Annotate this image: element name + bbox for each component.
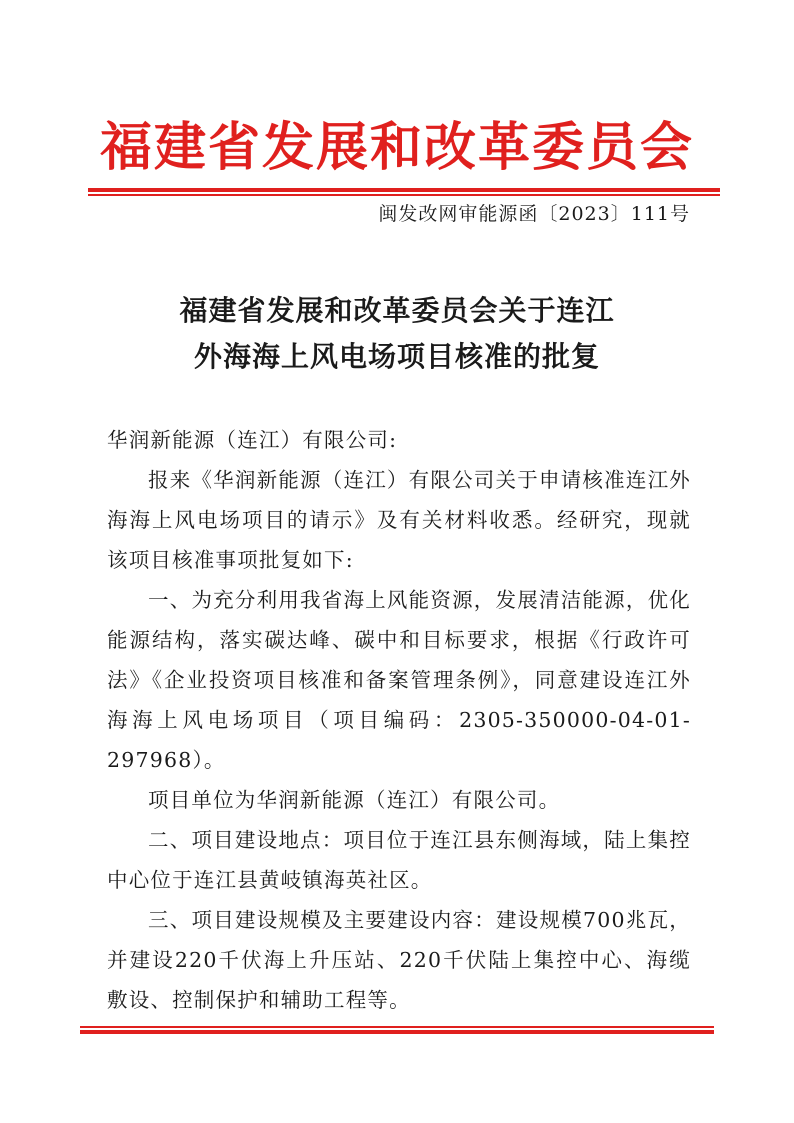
letterhead-rule-thin (88, 194, 720, 196)
letterhead-title: 福建省发展和改革委员会 (99, 117, 694, 178)
footer-rule-thick (80, 1030, 714, 1034)
body-paragraph: 三、项目建设规模及主要建设内容：建设规模700兆瓦，并建设220千伏海上升压站、220千伏陆上集控中心、海缆敷设、控制保护和辅助工程等。 (107, 908, 691, 1012)
document-title-line-1: 福建省发展和改革委员会关于连江 (179, 294, 615, 327)
letterhead-rule-thick (88, 188, 720, 192)
body-paragraph: 报来《华润新能源（连江）有限公司关于申请核准连江外海海上风电场项目的请示》及有关材料收悉。经研究，现就该项目核准事项批复如下: (107, 468, 691, 572)
addressee: 华润新能源（连江）有限公司: (107, 428, 398, 452)
document-body (107, 420, 691, 1020)
document-title (0, 288, 794, 380)
document-number: 闽发改网审能源函〔2023〕111号 (378, 203, 690, 225)
footer-rule-thin (80, 1026, 714, 1028)
document-title-line-2: 外海海上风电场项目核准的批复 (193, 340, 600, 373)
body-paragraph: 二、项目建设地点：项目位于连江县东侧海域，陆上集控中心位于连江县黄岐镇海英社区。 (107, 828, 691, 892)
body-paragraph: 项目单位为华润新能源（连江）有限公司。 (148, 788, 561, 812)
body-paragraph: 一、为充分利用我省海上风能资源，发展清洁能源，优化能源结构，落实碳达峰、碳中和目标要求，根据《行政许可法》《企业投资项目核准和备案管理条例》，同意建设连江外海海上风电场项目（项目编码：2305-350000-04-01-297968）。 (107, 588, 691, 772)
